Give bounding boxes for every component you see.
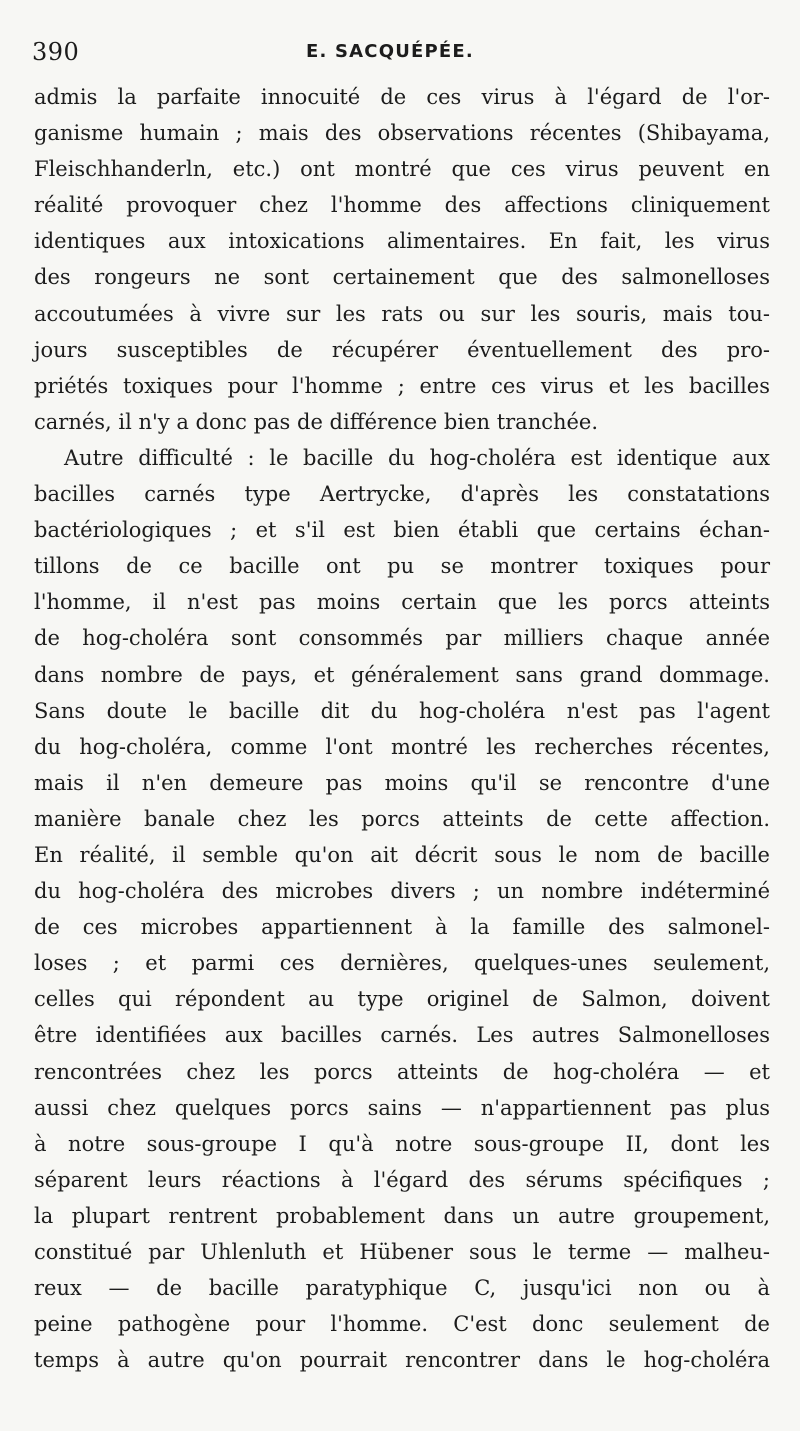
page-number: 390 bbox=[32, 38, 80, 66]
text-line: priétés toxiques pour l'homme ; entre ces virus et les bacilles bbox=[34, 373, 770, 398]
running-title: E. SACQUÉPÉE. bbox=[306, 41, 474, 62]
text-line: identiques aux intoxications alimentaires. En fait, les virus bbox=[34, 229, 770, 254]
text-line: séparent leurs réactions à l'égard des sérums spécifiques ; bbox=[34, 1167, 770, 1192]
text-line: accoutumées à vivre sur les rats ou sur les souris, mais tou- bbox=[34, 301, 770, 326]
text-line: constitué par Uhlenluth et Hübener sous le terme — malheu- bbox=[34, 1240, 770, 1264]
paragraph-last-line: carnés, il n'y a donc pas de différence bien tranchée. bbox=[34, 409, 599, 434]
text-line: réalité provoquer chez l'homme des affections cliniquement bbox=[34, 193, 770, 218]
text-line: la plupart rentrent probablement dans un autre groupement, bbox=[34, 1203, 770, 1228]
text-line: rencontrées chez les porcs atteints de hog-choléra — et bbox=[34, 1059, 770, 1084]
text-line: de ces microbes appartiennent à la famille des salmonel- bbox=[34, 915, 770, 940]
text-line: celles qui répondent au type originel de Salmon, doivent bbox=[34, 987, 770, 1012]
text-line: des rongeurs ne sont certainement que des salmonelloses bbox=[34, 265, 770, 290]
text-line: tillons de ce bacille ont pu se montrer toxiques pour bbox=[34, 554, 770, 579]
text-line: du hog-choléra des microbes divers ; un nombre indéterminé bbox=[34, 879, 770, 904]
running-head bbox=[30, 36, 770, 70]
text-line: Sans doute le bacille dit du hog-choléra n'est pas l'agent bbox=[34, 698, 770, 723]
text-line: jours susceptibles de récupérer éventuellement des pro- bbox=[34, 337, 770, 362]
text-line: admis la parfaite innocuité de ces virus à l'égard de l'or- bbox=[34, 85, 770, 109]
text-line: de hog-choléra sont consommés par milliers chaque année bbox=[34, 626, 770, 651]
text-line: Fleischhanderln, etc.) ont montré que ces virus peuvent en bbox=[34, 157, 770, 182]
text-line: manière banale chez les porcs atteints de cette affection. bbox=[34, 806, 770, 831]
text-line: dans nombre de pays, et généralement sans grand dommage. bbox=[34, 662, 770, 687]
body-text bbox=[34, 79, 770, 1378]
text-line: être identifiées aux bacilles carnés. Les autres Salmonelloses bbox=[34, 1023, 770, 1048]
text-line: temps à autre qu'on pourrait rencontrer dans le hog-choléra bbox=[34, 1348, 770, 1373]
text-line: loses ; et parmi ces dernières, quelques-unes seulement, bbox=[34, 951, 770, 976]
text-line: ganisme humain ; mais des observations récentes (Shibayama, bbox=[34, 121, 770, 146]
text-line: l'homme, il n'est pas moins certain que les porcs atteints bbox=[34, 590, 770, 615]
paragraph-first-line: Autre difficulté : le bacille du hog-choléra est identique aux bbox=[64, 445, 770, 470]
text-line: bactériologiques ; et s'il est bien établi que certains échan- bbox=[34, 518, 770, 543]
text-line: du hog-choléra, comme l'ont montré les recherches récentes, bbox=[34, 734, 770, 759]
text-line: à notre sous-groupe I qu'à notre sous-groupe II, dont les bbox=[34, 1131, 770, 1156]
text-line: aussi chez quelques porcs sains — n'appartiennent pas plus bbox=[34, 1095, 770, 1120]
text-line: reux — de bacille paratyphique C, jusqu'ici non ou à bbox=[34, 1276, 770, 1301]
text-line: mais il n'en demeure pas moins qu'il se rencontre d'une bbox=[34, 770, 770, 795]
text-line: peine pathogène pour l'homme. C'est donc seulement de bbox=[34, 1312, 770, 1337]
text-line: bacilles carnés type Aertrycke, d'après les constatations bbox=[34, 482, 770, 507]
text-line: En réalité, il semble qu'on ait décrit sous le nom de bacille bbox=[34, 842, 770, 867]
